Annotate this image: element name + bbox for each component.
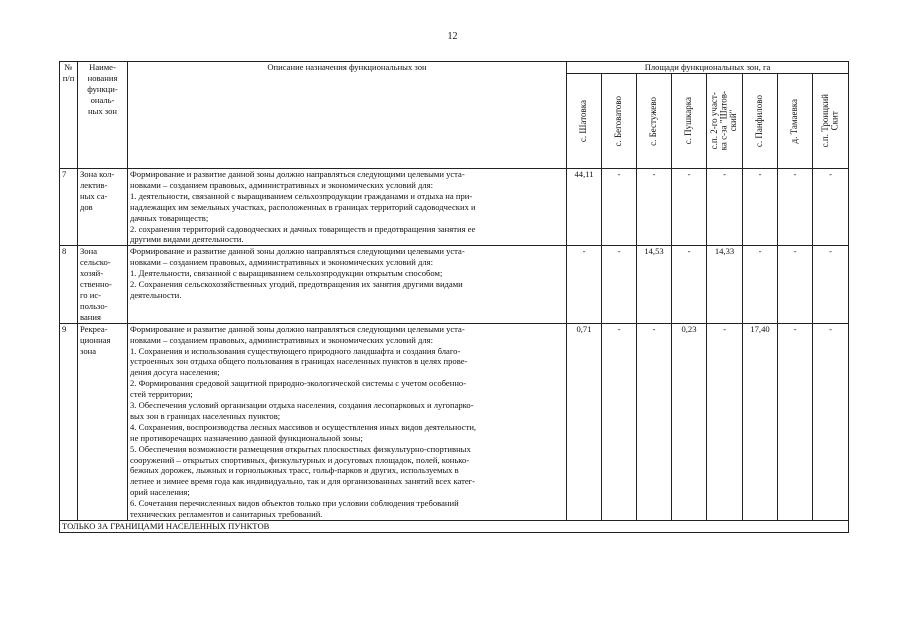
header-col-shatovsky <box>707 74 743 169</box>
description-line: 1. деятельности, связанной с выращиванием сельхозпродукции гражданами и отдыха на при- надлежащих им земельных участках, расположенных в границах территорий садоводческих и дачных товариществ; <box>130 190 476 223</box>
header-name <box>78 62 128 169</box>
description-line: 2. сохранения территорий садоводческих и дачных товариществ и предотвращения занятия ее другими видами деятельности. <box>130 223 476 245</box>
row-zone-name: Зона кол- лектив- ных са- дов <box>78 169 128 246</box>
functional-zones-table <box>59 61 849 533</box>
header-col-begovatovo-label: с. Беговатово <box>613 95 624 147</box>
area-value: - <box>707 169 743 246</box>
area-value: - <box>602 246 637 323</box>
area-value: 44,11 <box>567 169 602 246</box>
header-col-panfilovo <box>743 74 778 169</box>
section-footer-text: ТОЛЬКО ЗА ГРАНИЦАМИ НАСЕЛЕННЫХ ПУНКТОВ <box>60 521 849 533</box>
description-line: 3. Обеспечения условий организации отдыха населения, создания лесопарковых и лугопарко- вых зон в границах населенных пунктов; <box>130 400 474 421</box>
area-value: - <box>602 323 637 520</box>
row-description <box>128 169 567 246</box>
area-value: - <box>637 323 672 520</box>
area-value: - <box>637 169 672 246</box>
header-col-shatovka-label: с. Шатовка <box>578 99 589 143</box>
area-value: - <box>778 246 813 323</box>
description-line: 2. Сохранения сельскохозяйственных угодий, предотвращения их занятия другими видами деятельности. <box>130 279 463 300</box>
row-num: 7 <box>60 169 78 246</box>
header-num <box>60 62 78 169</box>
description-line: 4. Сохранения, воспроизводства лесных массивов и осуществления иных видов деятельности, не противоречащих назначению данной функциональной зоны; <box>130 421 477 443</box>
area-value: 0,71 <box>567 323 602 520</box>
description-line: 5. Обеспечения возможности размещения открытых плоскостных физкультурно-спортивных сооружений – открытых спортивных, физкультурных и досуговых площадок, полей, конько- бежных дорожек, лыжных и горнолыжных трасс, гольф-парков и других, используемых в летнее и зимнее время года как индивидуально, так и для организованных занятий всех катег- орий населения; <box>130 443 476 498</box>
row-description <box>128 246 567 323</box>
area-value: - <box>567 246 602 323</box>
header-col-pushkarka-label: с. Пушкарка <box>683 97 694 145</box>
row-description <box>128 323 567 520</box>
row-zone-name: Зона сельско- хозяй- ственно- го ис- пользо- вания <box>78 246 128 323</box>
area-value: - <box>743 169 778 246</box>
header-col-troitsky-skit <box>813 74 849 169</box>
area-value: - <box>743 246 778 323</box>
table-row <box>60 246 849 323</box>
area-value: - <box>707 323 743 520</box>
area-value: 14,53 <box>637 246 672 323</box>
area-value: 14,33 <box>707 246 743 323</box>
header-col-shatovka <box>567 74 602 169</box>
header-areas-label: Площади функциональных зон, га <box>644 62 771 72</box>
description-line: 2. Формирования средовой защитной природно-экологической системы с учетом особенно- стей территории; <box>130 378 467 400</box>
header-col-pushkarka <box>672 74 707 169</box>
area-value: 17,40 <box>743 323 778 520</box>
header-col-shatovsky-label: с.п. 2-го участ- ка с-за "Шатов- ский" <box>709 91 739 151</box>
header-areas <box>567 62 849 74</box>
header-name-label: Наиме- нования функци- ональ- ных зон <box>87 62 118 116</box>
table-row <box>60 323 849 520</box>
header-description <box>128 62 567 169</box>
header-num-label: № п/п <box>62 62 75 83</box>
row-zone-name: Рекреа- ционная зона <box>78 323 128 520</box>
header-col-bestuzhevo <box>637 74 672 169</box>
description-line: 1. Деятельности, связанной с выращиванием сельхозпродукции открытым способом; <box>130 268 443 279</box>
header-description-label: Описание назначения функциональных зон <box>267 62 427 72</box>
table-row <box>60 169 849 246</box>
row-num: 9 <box>60 323 78 520</box>
header-col-panfilovo-label: с. Панфилово <box>754 94 765 148</box>
header-col-bestuzhevo-label: с. Бестужево <box>648 96 659 146</box>
area-value: - <box>813 323 849 520</box>
description-line: 6. Сочетания перечисленных видов объектов только при условии соблюдения требований технических регламентов и санитарных требований. <box>130 498 459 520</box>
section-footer-row <box>60 521 849 533</box>
area-value: - <box>602 169 637 246</box>
area-value: 0,23 <box>672 323 707 520</box>
area-value: - <box>672 169 707 246</box>
area-value: - <box>672 246 707 323</box>
area-value: - <box>813 169 849 246</box>
header-col-begovatovo <box>602 74 637 169</box>
header-col-troitsky-skit-label: с.п. Троицкий Скит <box>820 94 840 148</box>
area-value: - <box>778 169 813 246</box>
description-line: Формирование и развитие данной зоны должно направляться следующими целевыми уста- новками – созданием правовых, административных и экономических условий для: <box>130 246 465 268</box>
description-line: 1. Сохранения и использования существующего природного ландшафта и создания благо- устроенных зон отдыха общего пользования в границах населенных пунктов в целях прове- дения досуга населения; <box>130 345 468 378</box>
description-line: Формирование и развитие данной зоны должно направляться следующими целевыми уста- новками – созданием правовых, административных и экономических условий для: <box>130 169 465 190</box>
area-value: - <box>778 323 813 520</box>
description-line: Формирование и развитие данной зоны должно направляться следующими целевыми уста- новками – созданием правовых, административных и экономических условий для: <box>130 323 465 345</box>
header-col-tamaevka-label: д. Тамаевка <box>789 98 800 144</box>
row-num: 8 <box>60 246 78 323</box>
page-number: 12 <box>447 31 458 42</box>
area-value: - <box>813 246 849 323</box>
header-col-tamaevka <box>778 74 813 169</box>
